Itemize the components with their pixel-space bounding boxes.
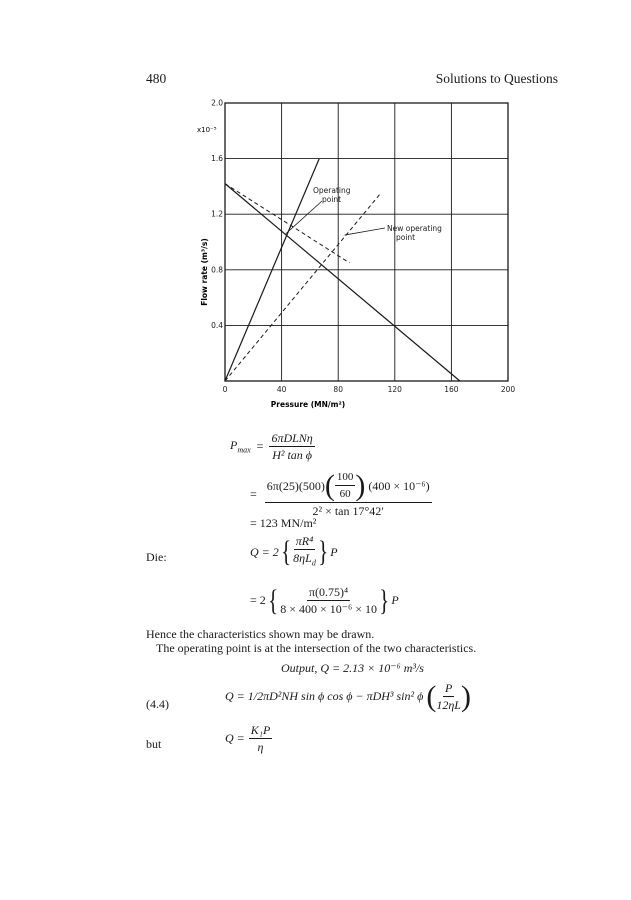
equals-sign: =: [256, 439, 264, 453]
y-tick-label: 0.4: [211, 320, 223, 330]
y-tick-label: 2.0: [211, 98, 223, 108]
annotation-label: [313, 186, 351, 204]
sub-coefficient: 6π(25)(500): [266, 478, 325, 493]
annotation-line: New operating: [387, 224, 442, 233]
pmax-numerator: 6πDLNη: [271, 431, 313, 445]
die2-numerator: π(0.75)⁴: [308, 585, 349, 599]
eq-4-4-frac-denominator: 12ηL: [436, 698, 461, 712]
sub-frac-numerator: 100: [335, 470, 356, 486]
annotation-leader: [286, 201, 322, 234]
chart-ticks: [211, 99, 515, 395]
y-tick-label: 1.2: [211, 209, 223, 219]
right-brace-2: }: [379, 583, 390, 617]
x-tick-label: 200: [500, 385, 516, 394]
y-tick-label: 0.8: [211, 265, 223, 275]
die-lhs: Q = 2: [250, 544, 279, 559]
die-den-sub: d: [311, 558, 316, 568]
flow-pressure-chart: [0, 0, 631, 420]
pmax-symbol: $P_{max}$: [230, 438, 251, 455]
body-line-1: Hence the characteristics shown may be drawn.: [146, 627, 375, 641]
page-number: 480: [146, 71, 167, 86]
right-paren: ): [355, 468, 366, 502]
die2-rhs: P: [391, 593, 399, 607]
left-brace-2: {: [267, 583, 279, 617]
left-paren-3: (: [426, 679, 437, 713]
pmax-result: = 123 MN/m²: [250, 516, 317, 530]
body-line-2: The operating point is at the intersection of the two characteristics.: [156, 641, 477, 655]
eq-4-4-body: Q = 1/2πD²NH sin ϕ cos ϕ − πDH³ sin² ϕ: [225, 689, 424, 703]
pmax-denominator: H² tan ϕ: [272, 448, 313, 462]
eq-4-4: [225, 681, 471, 712]
eq-4-4-frac-numerator: P: [444, 681, 453, 695]
sub-frac-denominator: 60: [339, 488, 351, 500]
sub-tail: (400 × 10⁻⁶): [368, 478, 430, 493]
output-line: Output, Q = 2.13 × 10⁻⁶ m³/s: [281, 661, 424, 675]
x-tick-label: 40: [276, 385, 287, 394]
sub-denominator: 2² × tan 17°42′: [312, 504, 384, 518]
y-axis-label: Flow rate (m³/s): [200, 238, 209, 306]
substitution-equation: [250, 470, 432, 518]
but-label: but: [146, 737, 162, 751]
series-line: [225, 184, 460, 381]
plot-frame: [225, 103, 508, 381]
but-lhs: Q =: [225, 731, 245, 745]
pmax-equation: [230, 431, 315, 462]
chart-grid: [225, 103, 508, 381]
x-tick-label: 120: [387, 385, 402, 394]
left-paren: (: [324, 468, 335, 502]
die-equation: [250, 534, 338, 570]
x-tick-label: 80: [333, 385, 343, 394]
die-substitution: [250, 585, 399, 616]
annotation-line: point: [322, 195, 342, 204]
x-tick-label: 0: [222, 385, 228, 394]
die-label: Die:: [146, 550, 167, 564]
die-denominator: 8ηL: [293, 551, 312, 565]
but-denominator: η: [257, 740, 264, 754]
annotation-line: Operating: [313, 186, 351, 195]
y-multiplier: x10⁻⁵: [197, 126, 217, 134]
eq-4-4-label: (4.4): [146, 697, 169, 711]
right-paren-3: ): [460, 679, 471, 713]
die2-lhs: = 2: [250, 593, 266, 607]
die-numerator: πR⁴: [295, 534, 314, 548]
running-title: Solutions to Questions: [435, 71, 558, 86]
series-line: [225, 193, 381, 381]
but-numerator: K₁P: [250, 723, 271, 737]
left-brace: {: [280, 535, 292, 569]
right-brace: }: [317, 535, 329, 569]
annotation-label: [387, 224, 442, 242]
x-axis-label: Pressure (MN/m²): [270, 400, 346, 409]
equals-sign-2: =: [250, 486, 257, 501]
y-tick-label: 1.6: [211, 154, 223, 164]
die-rhs: P: [330, 544, 338, 559]
die2-denominator: 8 × 400 × 10⁻⁶ × 10: [280, 602, 378, 616]
x-tick-label: 160: [444, 385, 459, 394]
annotation-line: point: [396, 233, 416, 242]
but-equation: [225, 723, 272, 754]
